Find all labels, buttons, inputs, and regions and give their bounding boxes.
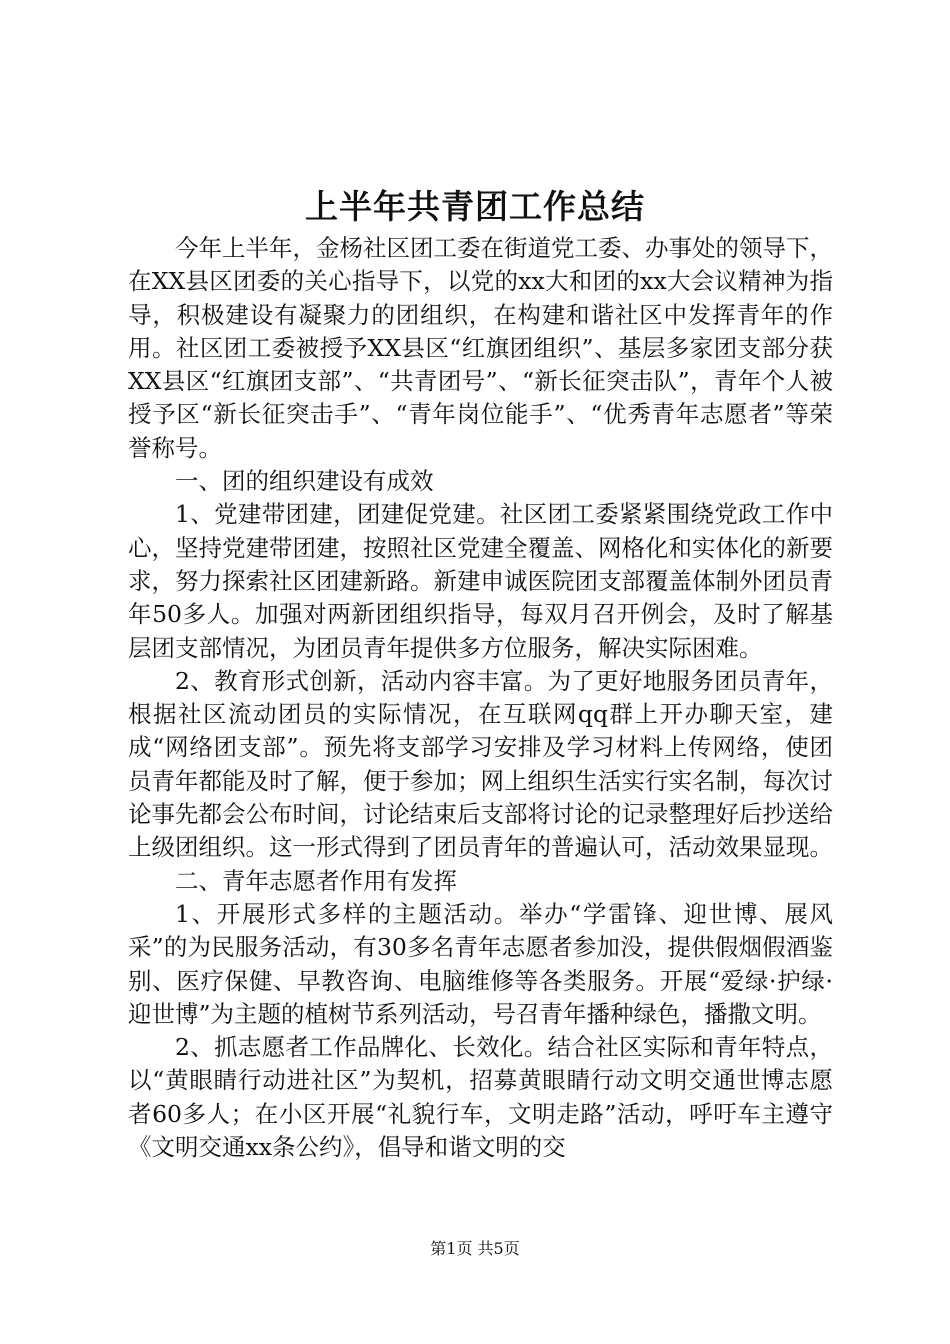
- page-number-footer: 第1页 共5页: [430, 1239, 520, 1258]
- paragraph-1-2: 2、教育形式创新，活动内容丰富。为了更好地服务团员青年，根据社区流动团员的实际情况，在互联网qq群上开办聊天室，建成“网络团支部”。预先将支部学习安排及学习材料上传网络，使团员青年都能及时了解，便于参加；网上组织生活实行实名制，每次讨论事先都会公布时间，讨论结束后支部将讨论的记录整理好后抄送给上级团组织。这一形式得到了团员青年的普遍认可，活动效果显现。: [128, 666, 833, 862]
- document-body: [128, 232, 833, 1164]
- section-heading-2: 二、青年志愿者作用有发挥: [175, 866, 457, 895]
- document-title: 上半年共青团工作总结: [305, 187, 645, 226]
- paragraph-2-2: 2、抓志愿者工作品牌化、长效化。结合社区实际和青年特点，以“黄眼睛行动进社区”为契机，招募黄眼睛行动文明交通世博志愿者60多人；在小区开展“礼貌行车，文明走路”活动，呼吁车主遵守《文明交通xx条公约》，倡导和谐文明的交: [128, 1033, 833, 1162]
- paragraph-1-1: 1、党建带团建，团建促党建。社区团工委紧紧围绕党政工作中心，坚持党建带团建，按照社区党建全覆盖、网格化和实体化的新要求，努力探索社区团建新路。新建申诚医院团支部覆盖体制外团员青年50多人。加强对两新团组织指导，每双月召开例会，及时了解基层团支部情况，为团员青年提供多方位服务，解决实际困难。: [128, 500, 833, 662]
- paragraph-intro: 今年上半年，金杨社区团工委在街道党工委、办事处的领导下，在XX县区团委的关心指导下，以党的xx大和团的xx大会议精神为指导，积极建设有凝聚力的团组织，在构建和谐社区中发挥青年的作用。社区团工委被授予XX县区“红旗团组织”、基层多家团支部分获XX县区“红旗团支部”、“共青团号”、“新长征突击队”，青年个人被授予区“新长征突击手”、“青年岗位能手”、“优秀青年志愿者”等荣誉称号。: [128, 234, 833, 462]
- section-heading-1: 一、团的组织建设有成效: [175, 467, 434, 496]
- paragraph-2-1: 1、开展形式多样的主题活动。举办“学雷锋、迎世博、展风采”的为民服务活动，有30多名青年志愿者参加没，提供假烟假酒鉴别、医疗保健、早教咨询、电脑维修等各类服务。开展“爱绿·护绿·迎世博”为主题的植树节系列活动，号召青年播种绿色，播撒文明。: [128, 899, 833, 1028]
